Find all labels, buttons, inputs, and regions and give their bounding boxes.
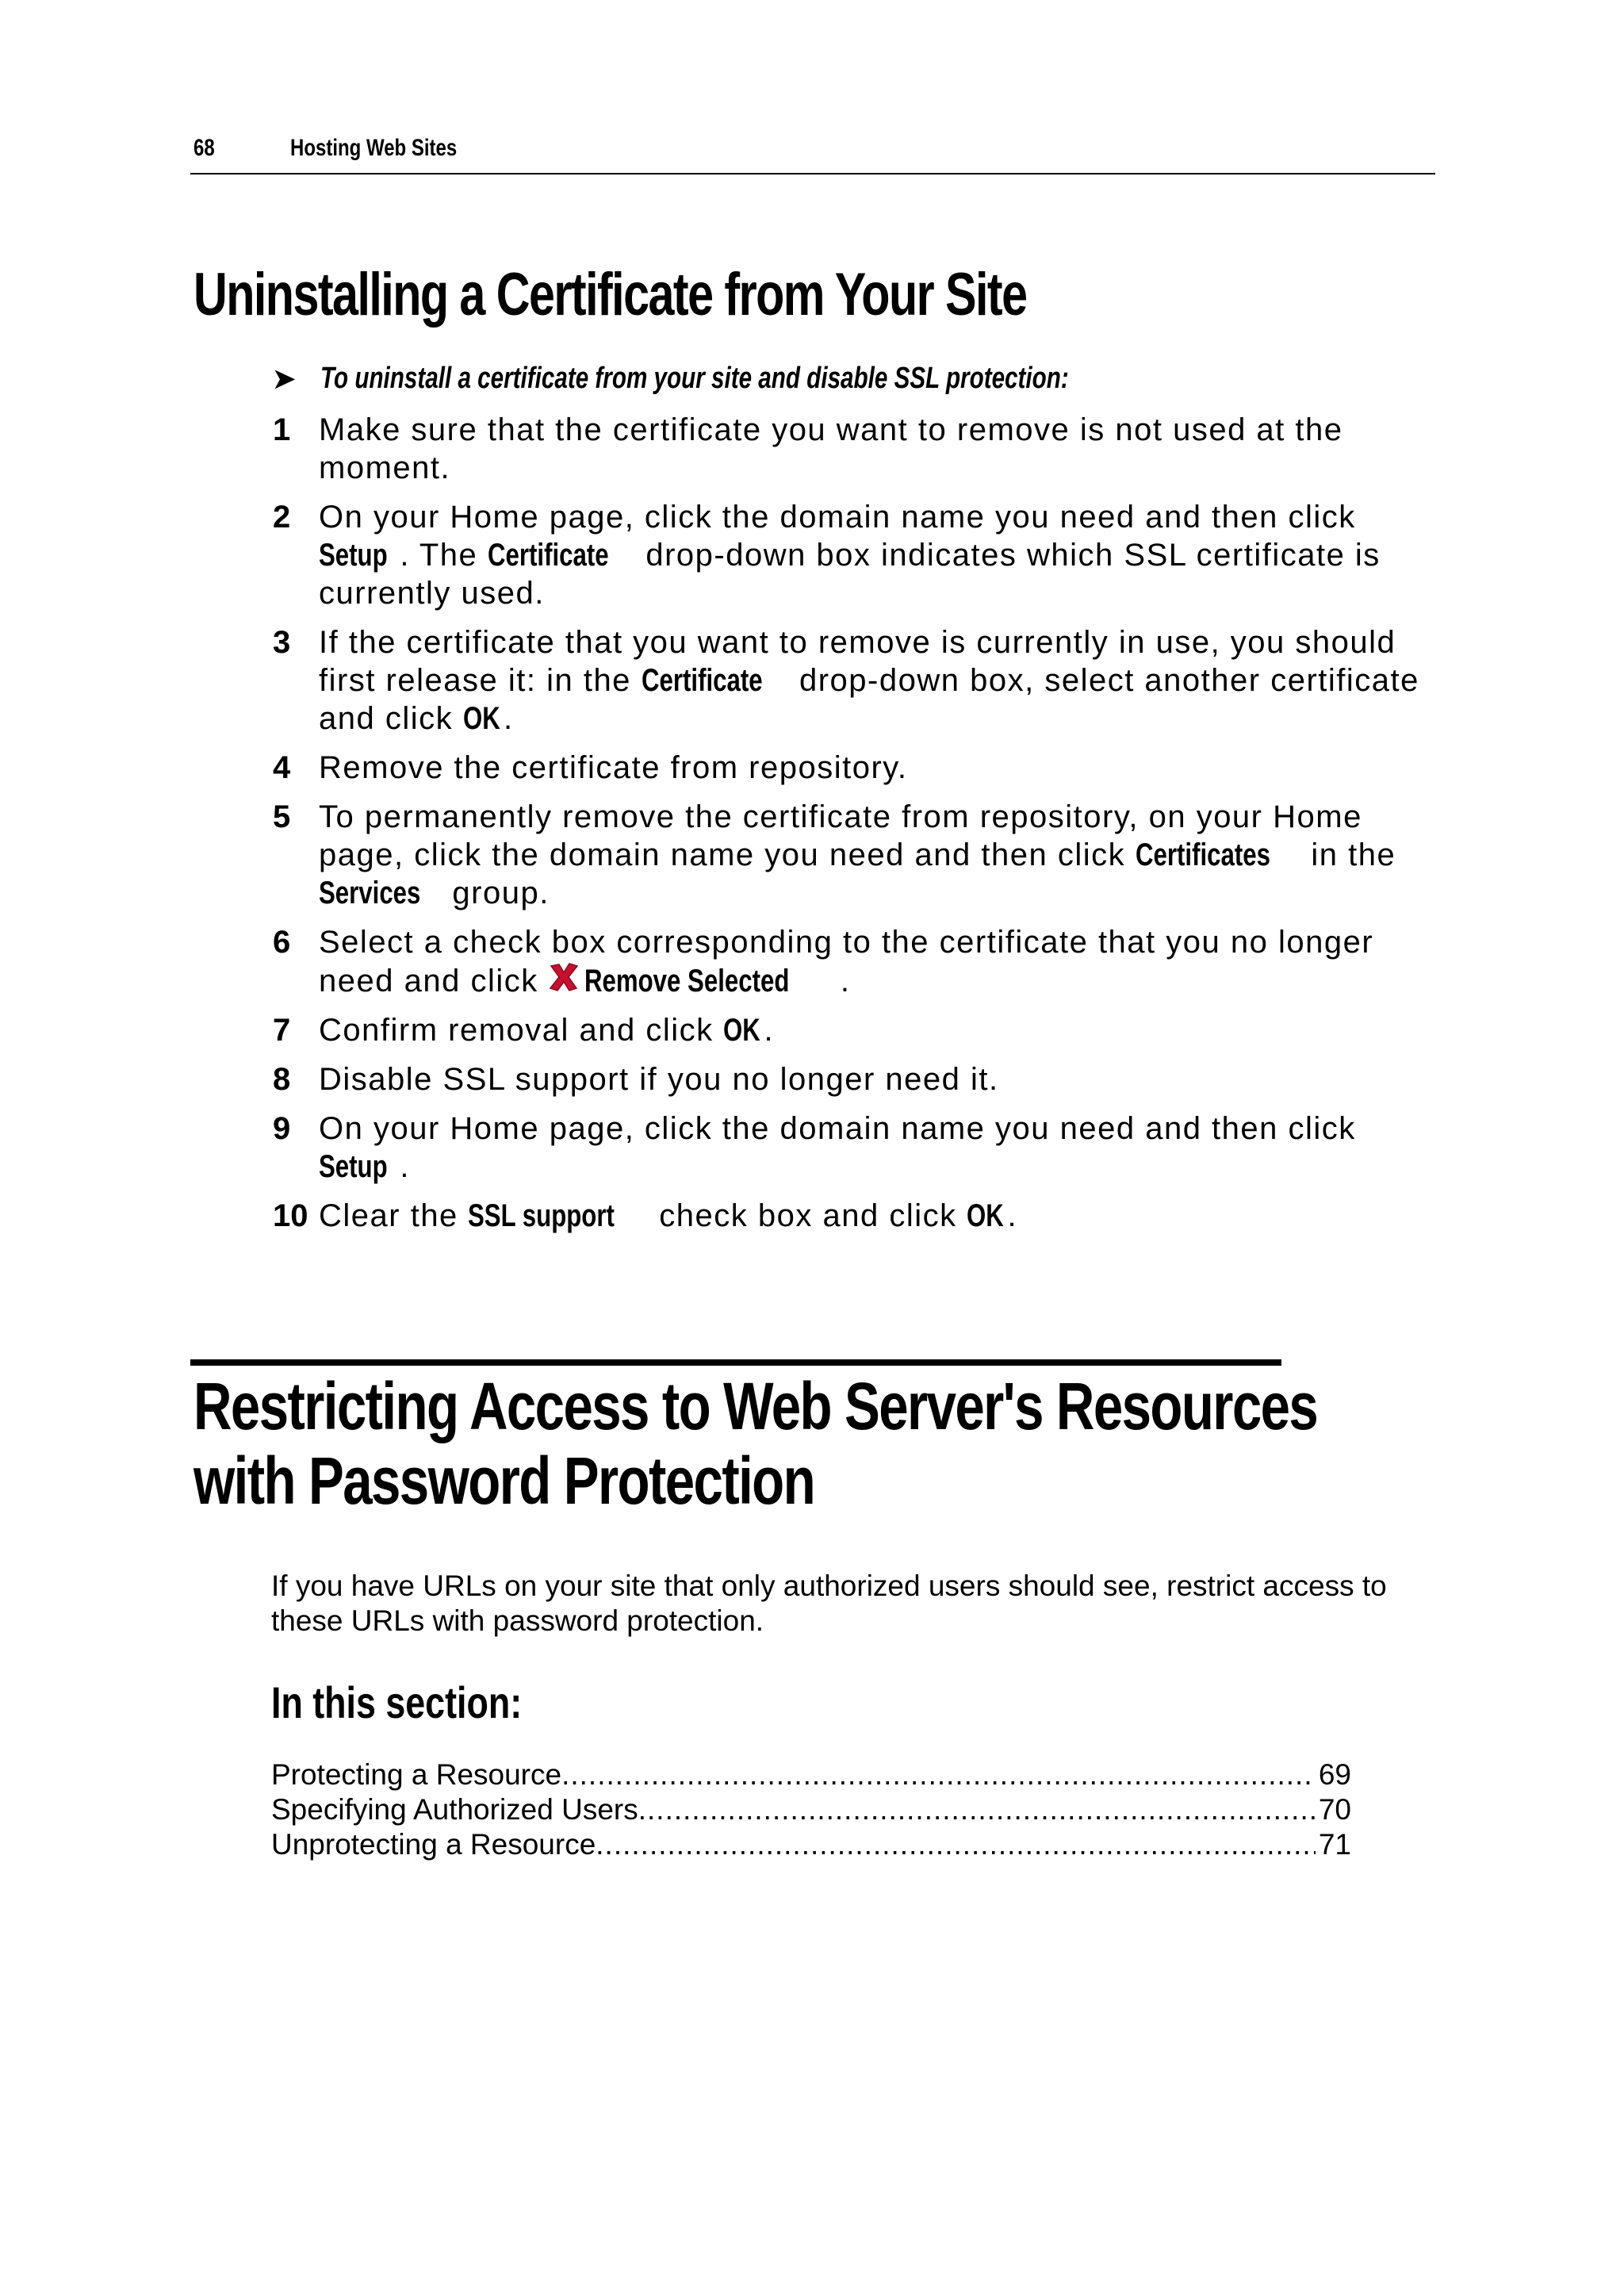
toc-page: 69 [1318, 1758, 1351, 1791]
ui-term-ok: OK [462, 701, 500, 736]
ui-term-ok: OK [723, 1013, 761, 1048]
step-number: 4 [273, 750, 291, 785]
toc-label[interactable]: Protecting a Resource [271, 1758, 562, 1791]
step-text: Disable SSL support if you no longer need it. [319, 1062, 999, 1097]
ui-term-setup: Setup [319, 1149, 388, 1184]
ui-term-certificate: Certificate [641, 663, 763, 698]
toc-leader [638, 1792, 1316, 1827]
step-text: On your Home page, click the domain name you need and then click [319, 500, 1356, 535]
step-text: On your Home page, click the domain name you need and then click [319, 1111, 1356, 1146]
step-number: 7 [273, 1013, 291, 1048]
step-8 [273, 1060, 1446, 1098]
step-text: group. [442, 876, 550, 910]
toc-entry-unprotecting[interactable] [271, 1827, 1351, 1862]
step-number: 10 [273, 1198, 308, 1233]
step-text: Select a check box corresponding to the certificate that you no longer need and click [319, 925, 1374, 999]
in-this-section-heading: In this section: [271, 1677, 523, 1727]
step-text: . [764, 1013, 775, 1048]
step-text: Remove the certificate from repository. [319, 750, 908, 785]
step-number: 6 [273, 925, 291, 960]
step-number: 2 [273, 500, 291, 535]
remove-x-icon [548, 961, 580, 993]
arrow-bullet-icon: ➤ [273, 364, 296, 394]
ui-term-certificate: Certificate [487, 538, 609, 573]
toc-entry-authorized-users[interactable] [271, 1792, 1351, 1827]
ui-term-certificates: Certificates [1135, 838, 1270, 872]
toc-entry-protecting[interactable] [271, 1757, 1351, 1792]
ui-term-ssl-support: SSL support [468, 1198, 615, 1233]
toc-leader [596, 1827, 1316, 1862]
step-text: drop-down box, select another certificate and click [319, 663, 1419, 736]
procedure-lead [273, 362, 1280, 396]
step-number: 5 [273, 799, 291, 834]
step-text: . [503, 701, 514, 736]
step-text: Make sure that the certificate you want to remove is not used at the moment. [319, 412, 1343, 485]
ui-term-remove-selected: Remove Selected [584, 964, 790, 999]
step-text: check box and click [649, 1198, 967, 1233]
ui-term-services: Services [319, 876, 421, 910]
step-text: To permanently remove the certificate from repository, on your Home page, click the domain name you need and then click [319, 799, 1362, 872]
toc-page: 70 [1318, 1793, 1351, 1826]
step-number: 1 [273, 412, 291, 447]
ui-term-setup: Setup [319, 538, 388, 573]
step-number: 3 [273, 625, 291, 660]
running-title: Hosting Web Sites [290, 135, 458, 161]
step-number: 8 [273, 1062, 291, 1097]
step-text: Clear the [319, 1198, 469, 1233]
procedure-lead-text: To uninstall a certificate from your site and disable SSL protection: [320, 362, 1069, 395]
step-text: If the certificate that you want to remove is currently in use, you should first release it: in the [319, 625, 1396, 698]
section-intro: If you have URLs on your site that only authorized users should see, restrict access to these URLs with password protection. [271, 1570, 1387, 1637]
section-title-uninstall-certificate: Uninstalling a Certificate from Your Site [193, 261, 1027, 328]
toc-page: 71 [1318, 1828, 1351, 1861]
step-4 [273, 749, 1446, 787]
step-text: . [400, 1149, 410, 1184]
step-text: drop-down box indicates which SSL certificate is currently used. [319, 538, 1381, 611]
step-7 [273, 1011, 1446, 1049]
section-title-restricting-access: Restricting Access to Web Server's Resources with Password Protection [193, 1369, 1318, 1518]
toc-label[interactable]: Unprotecting a Resource [271, 1828, 596, 1861]
step-5 [273, 798, 1446, 912]
step-text: Confirm removal and click [319, 1013, 724, 1048]
step-10 [273, 1197, 1446, 1235]
step-text: . [1007, 1198, 1018, 1233]
step-text: . [840, 964, 851, 999]
step-9 [273, 1110, 1446, 1186]
page-header [190, 135, 1435, 174]
step-1 [273, 411, 1446, 487]
step-3 [273, 623, 1446, 738]
procedure-steps [273, 411, 1446, 1246]
section-toc [271, 1757, 1351, 1862]
toc-leader [561, 1757, 1316, 1792]
step-number: 9 [273, 1111, 291, 1146]
step-2 [273, 498, 1446, 612]
ui-term-ok: OK [967, 1198, 1005, 1233]
step-text: . The [400, 538, 488, 573]
page-number: 68 [193, 135, 215, 161]
toc-label[interactable]: Specifying Authorized Users [271, 1793, 638, 1826]
step-6 [273, 923, 1446, 1000]
section-divider [190, 1359, 1281, 1366]
step-text: in the [1300, 838, 1396, 872]
